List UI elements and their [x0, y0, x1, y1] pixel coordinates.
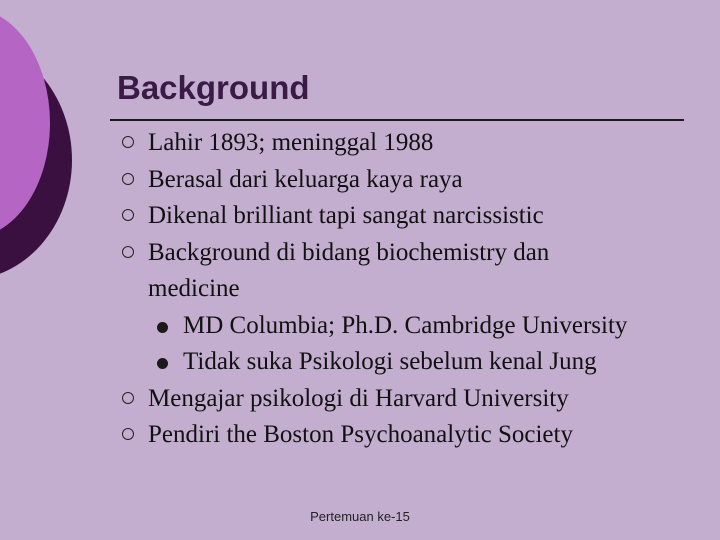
bullet-list [122, 125, 702, 454]
hollow-circle-icon [122, 428, 134, 440]
filled-circle-icon [157, 358, 168, 369]
list-item-sub [122, 308, 702, 345]
bullet-text: Berasal dari keluarga kaya raya [148, 165, 463, 193]
list-item [122, 235, 702, 308]
list-item [122, 381, 702, 418]
bullet-text: MD Columbia; Ph.D. Cambridge University [183, 311, 628, 339]
slide-footer: Pertemuan ke-15 [310, 509, 410, 524]
slide-title: Background [117, 69, 310, 106]
bullet-text: Dikenal brilliant tapi sangat narcissistic [148, 202, 544, 229]
list-item [122, 417, 702, 454]
list-item [122, 162, 702, 199]
bullet-text: Tidak suka Psikologi sebelum kenal Jung [183, 348, 597, 375]
hollow-circle-icon [122, 246, 134, 258]
bullet-text: Lahir 1893; meninggal 1988 [148, 129, 434, 156]
hollow-circle-icon [122, 173, 134, 185]
filled-circle-icon [157, 322, 168, 333]
bullet-text-line-1: Background di bidang biochemistry dan [148, 238, 550, 266]
list-item [122, 198, 702, 235]
bullet-text-line-2: medicine [148, 275, 240, 302]
list-item-sub [122, 344, 702, 381]
hollow-circle-icon [122, 209, 134, 221]
bullet-text: Mengajar psikologi di Harvard University [148, 384, 569, 412]
title-underline [110, 119, 684, 121]
bullet-text: Pendiri the Boston Psychoanalytic Society [148, 421, 573, 448]
hollow-circle-icon [122, 136, 134, 148]
hollow-circle-icon [122, 392, 134, 404]
list-item [122, 125, 702, 162]
